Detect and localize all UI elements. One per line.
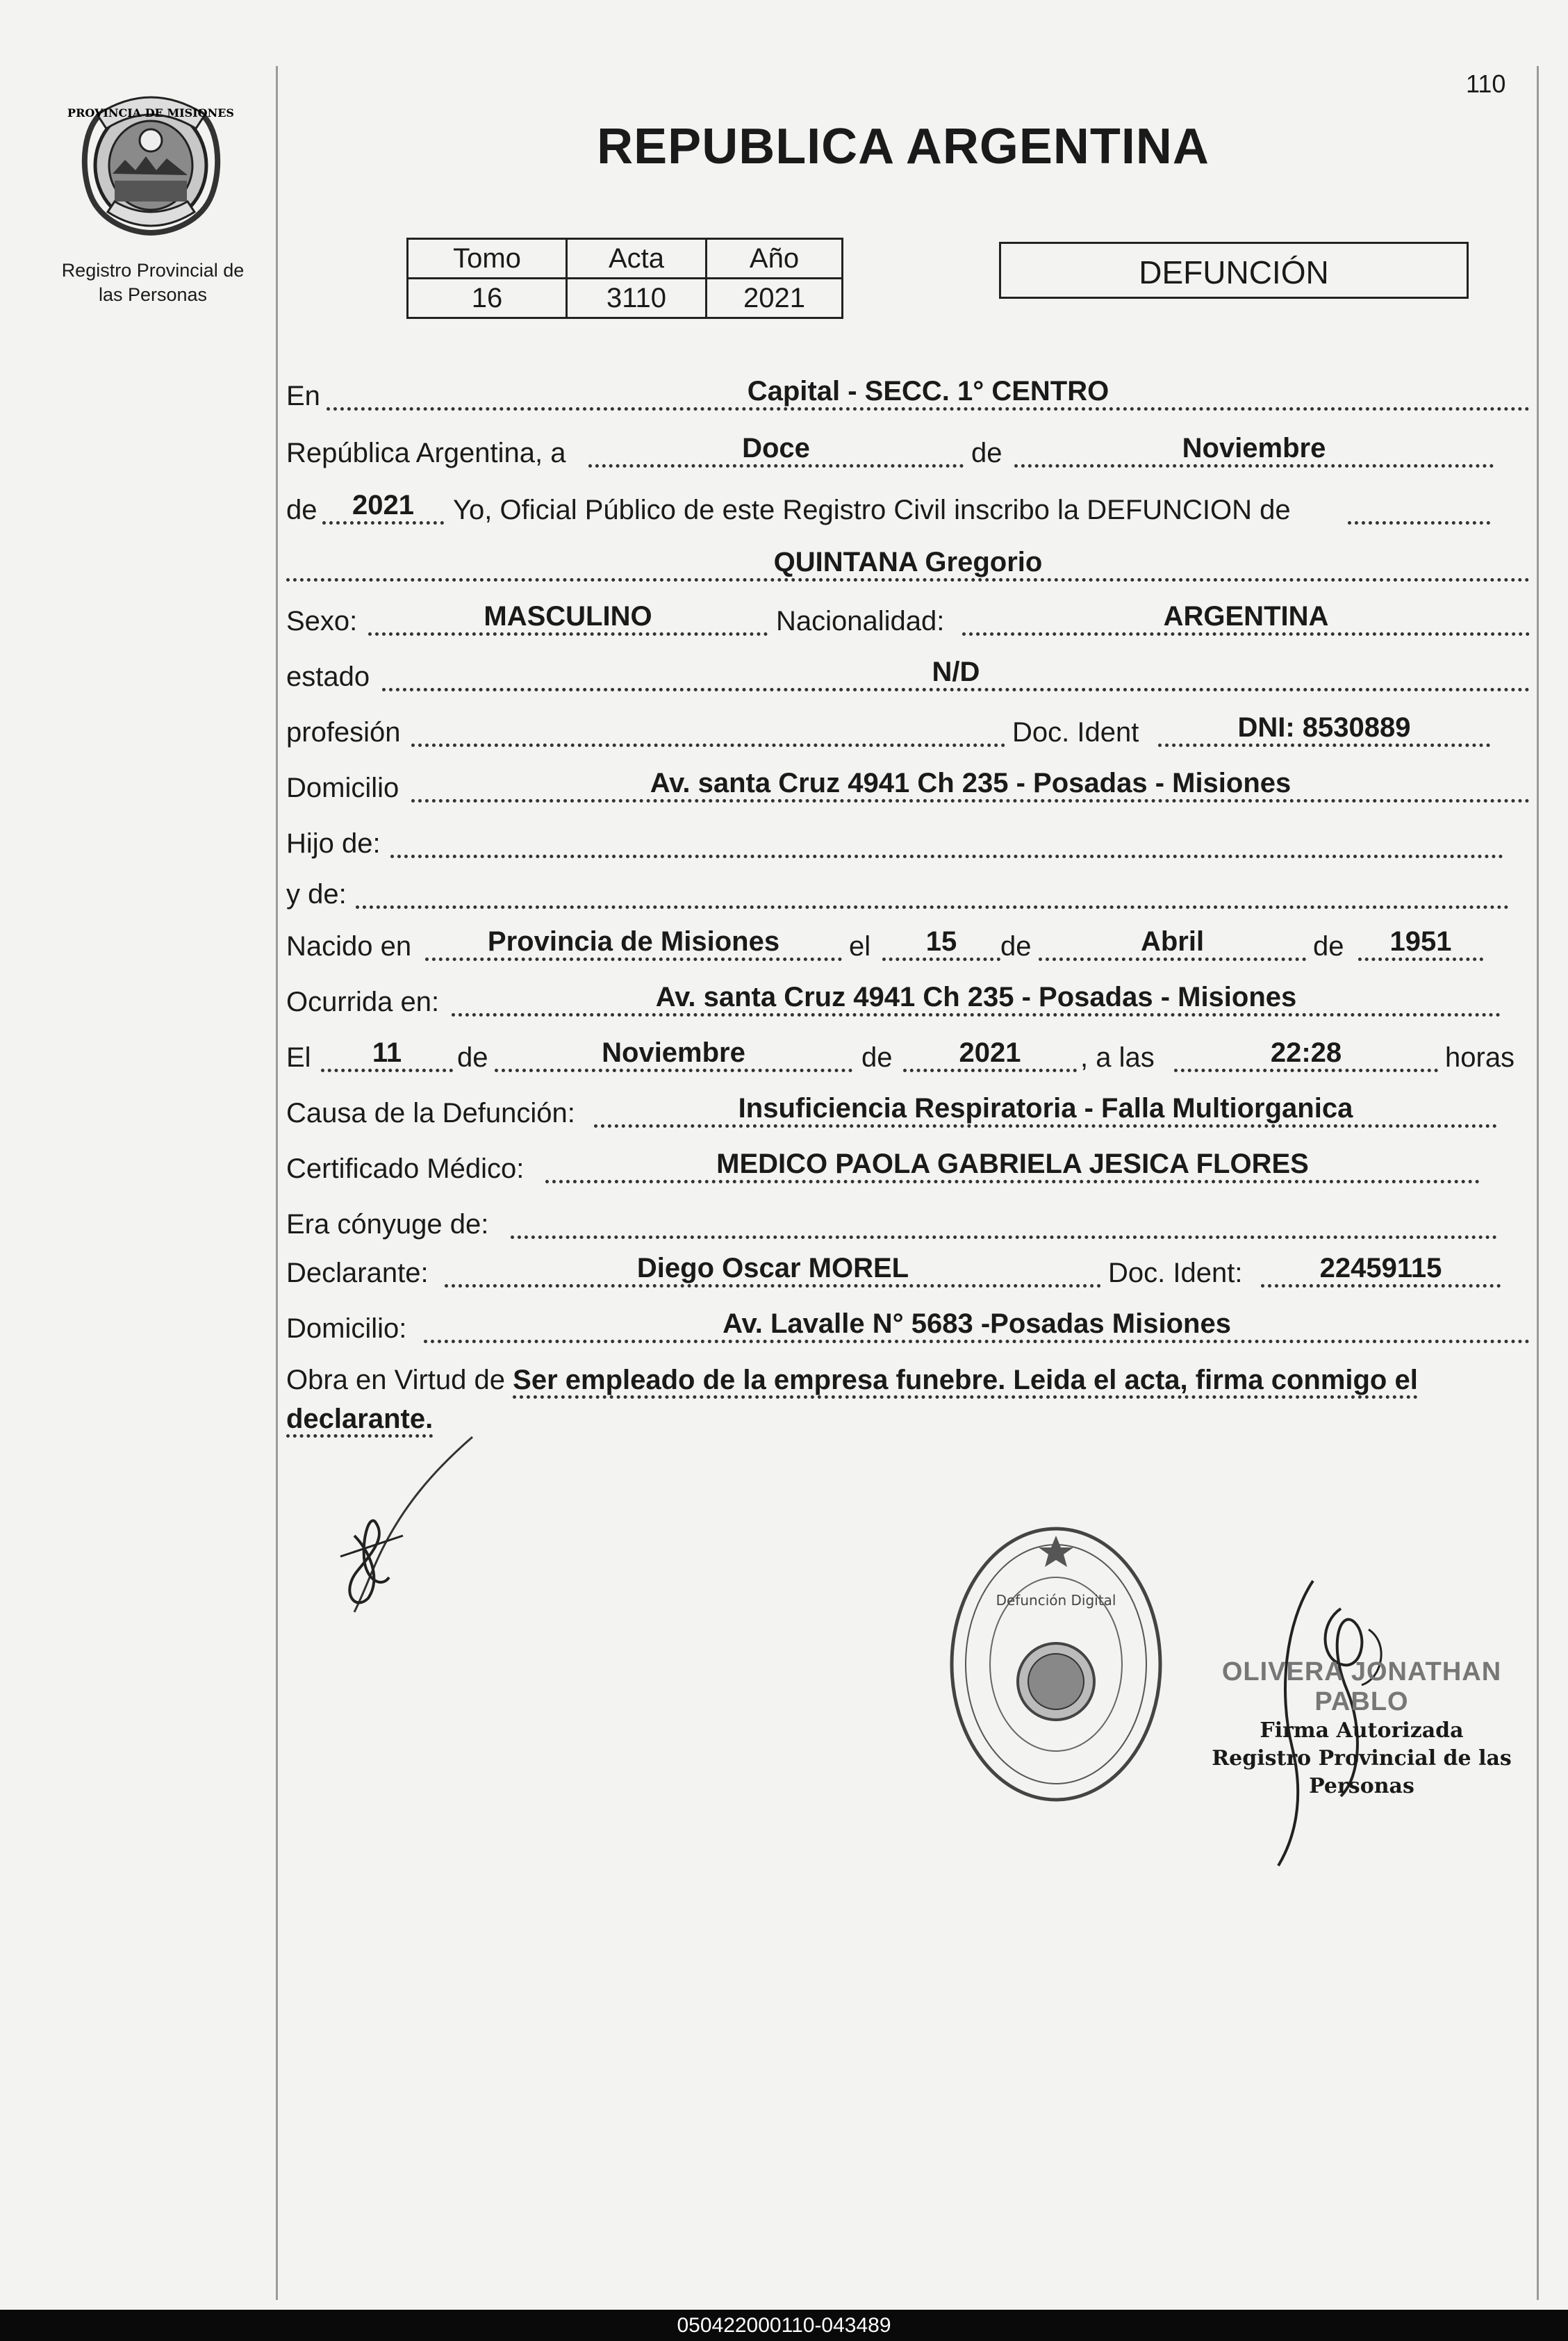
seal-logo-text: PROVINCIA DE MISIONES: [67, 106, 234, 120]
de-label-3: de: [1000, 931, 1032, 962]
registry-label: [28, 258, 278, 307]
profesion-field: [411, 712, 1005, 747]
domicilio-label: Domicilio: [286, 773, 399, 803]
y-de-label: y de:: [286, 879, 347, 910]
estado-field: N/D: [382, 656, 1530, 691]
document-code-footer: 050422000110-043489: [0, 2310, 1568, 2341]
tomo-header: Tomo: [408, 239, 567, 279]
registry-table: [406, 238, 843, 319]
stamp-inner-text: Defunción Digital: [996, 1592, 1116, 1609]
en-label: En: [286, 381, 320, 411]
nacido-en-field: Provincia de Misiones: [425, 926, 842, 961]
declarante-domicilio-field: Av. Lavalle N° 5683 -Posadas Misiones: [424, 1308, 1530, 1343]
estado-label: estado: [286, 662, 370, 692]
declarante-doc-field: 22459115: [1261, 1252, 1501, 1288]
defuncion-dia-field: 11: [321, 1037, 453, 1072]
registry-value-row: [408, 279, 843, 318]
certificado-label: Certificado Médico:: [286, 1153, 525, 1184]
causa-label: Causa de la Defunción:: [286, 1098, 575, 1128]
defuncion-hora-field: 22:28: [1174, 1037, 1438, 1072]
horas-label: horas: [1445, 1042, 1515, 1073]
causa-field: Insuficiencia Respiratoria - Falla Multiorganica: [594, 1092, 1497, 1128]
registry-label-line2: las Personas: [98, 284, 208, 305]
right-margin-line: [1537, 66, 1539, 2300]
doc-ident2-label: Doc. Ident:: [1108, 1258, 1243, 1288]
doc-ident-label: Doc. Ident: [1012, 717, 1139, 748]
ocurrida-en-field: Av. santa Cruz 4941 Ch 235 - Posadas - Misiones: [452, 981, 1501, 1017]
republica-label: República Argentina, a: [286, 438, 566, 468]
hijo-de-field: [390, 823, 1503, 858]
conyuge-label: Era cónyuge de:: [286, 1209, 489, 1240]
obra-label: Obra en Virtud de: [286, 1365, 506, 1395]
nacimiento-anio-field: 1951: [1358, 926, 1483, 961]
y-de-field: [356, 873, 1509, 909]
signer-name: OLIVERA JONATHAN PABLO: [1221, 1657, 1502, 1716]
signer-role-2: Registro Provincial de las Personas: [1212, 1746, 1512, 1798]
registry-label-line1: Registro Provincial de: [61, 260, 245, 281]
provincia-de-misiones-seal-icon: [67, 83, 234, 236]
tomo-value: 16: [408, 279, 567, 318]
ocurrida-en-label: Ocurrida en:: [286, 987, 440, 1017]
defuncion-de-field: [1348, 489, 1490, 525]
registry-round-stamp-icon: [934, 1518, 1164, 1817]
authorized-signer-block: [1181, 1657, 1542, 1800]
nacido-en-label: Nacido en: [286, 931, 412, 962]
conyuge-field: [511, 1204, 1497, 1239]
registry-header-row: [408, 239, 843, 279]
a-las-label: , a las: [1080, 1042, 1155, 1073]
page-number: 110: [1466, 69, 1506, 98]
left-margin-line: [276, 66, 278, 2300]
declarante-label: Declarante:: [286, 1258, 429, 1288]
de-label-2: de: [286, 495, 317, 525]
declarante-field: Diego Oscar MOREL: [445, 1252, 1101, 1288]
domicilio2-label: Domicilio:: [286, 1313, 407, 1344]
doc-ident-field: DNI: 8530889: [1158, 712, 1490, 747]
defuncion-mes-field: Noviembre: [495, 1037, 852, 1072]
obra-virtud-paragraph: [286, 1361, 1530, 1438]
de-label-1: de: [971, 438, 1002, 468]
page-title: REPUBLICA ARGENTINA: [597, 119, 1210, 174]
mes-inscripcion-field: Noviembre: [1014, 432, 1494, 468]
el-cap-label: El: [286, 1042, 311, 1073]
declarant-signature-icon: [327, 1431, 486, 1619]
nacimiento-dia-field: 15: [882, 926, 1000, 961]
anio-value: 2021: [707, 279, 843, 318]
yo-oficial-label: Yo, Oficial Público de este Registro Civil inscribo la DEFUNCION de: [453, 495, 1291, 525]
el-label: el: [849, 931, 871, 962]
certificado-field: MEDICO PAOLA GABRIELA JESICA FLORES: [545, 1148, 1480, 1183]
de-label-4: de: [1313, 931, 1344, 962]
dia-inscripcion-field: Doce: [588, 432, 964, 468]
lugar-field: Capital - SECC. 1° CENTRO: [327, 375, 1530, 411]
nombre-field: QUINTANA Gregorio: [286, 546, 1530, 582]
anio-header: Año: [707, 239, 843, 279]
acta-value: 3110: [567, 279, 707, 318]
nacionalidad-label: Nacionalidad:: [776, 606, 945, 636]
defuncion-anio-field: 2021: [903, 1037, 1077, 1072]
nacionalidad-field: ARGENTINA: [962, 600, 1530, 636]
document-type-box: DEFUNCIÓN: [999, 242, 1469, 299]
acta-header: Acta: [567, 239, 707, 279]
sexo-field: MASCULINO: [368, 600, 768, 636]
profesion-label: profesión: [286, 717, 401, 748]
nacimiento-mes-field: Abril: [1039, 926, 1306, 961]
signer-role-1: Firma Autorizada: [1260, 1718, 1464, 1743]
sexo-label: Sexo:: [286, 606, 358, 636]
anio-inscripcion-field: 2021: [322, 489, 444, 525]
domicilio-field: Av. santa Cruz 4941 Ch 235 - Posadas - Misiones: [411, 767, 1530, 803]
hijo-de-label: Hijo de:: [286, 828, 381, 859]
obra-virtud-field: Ser empleado de la empresa funebre. Leida el acta, firma conmigo el declarante.: [286, 1365, 1418, 1438]
de-label-6: de: [861, 1042, 893, 1073]
de-label-5: de: [457, 1042, 488, 1073]
